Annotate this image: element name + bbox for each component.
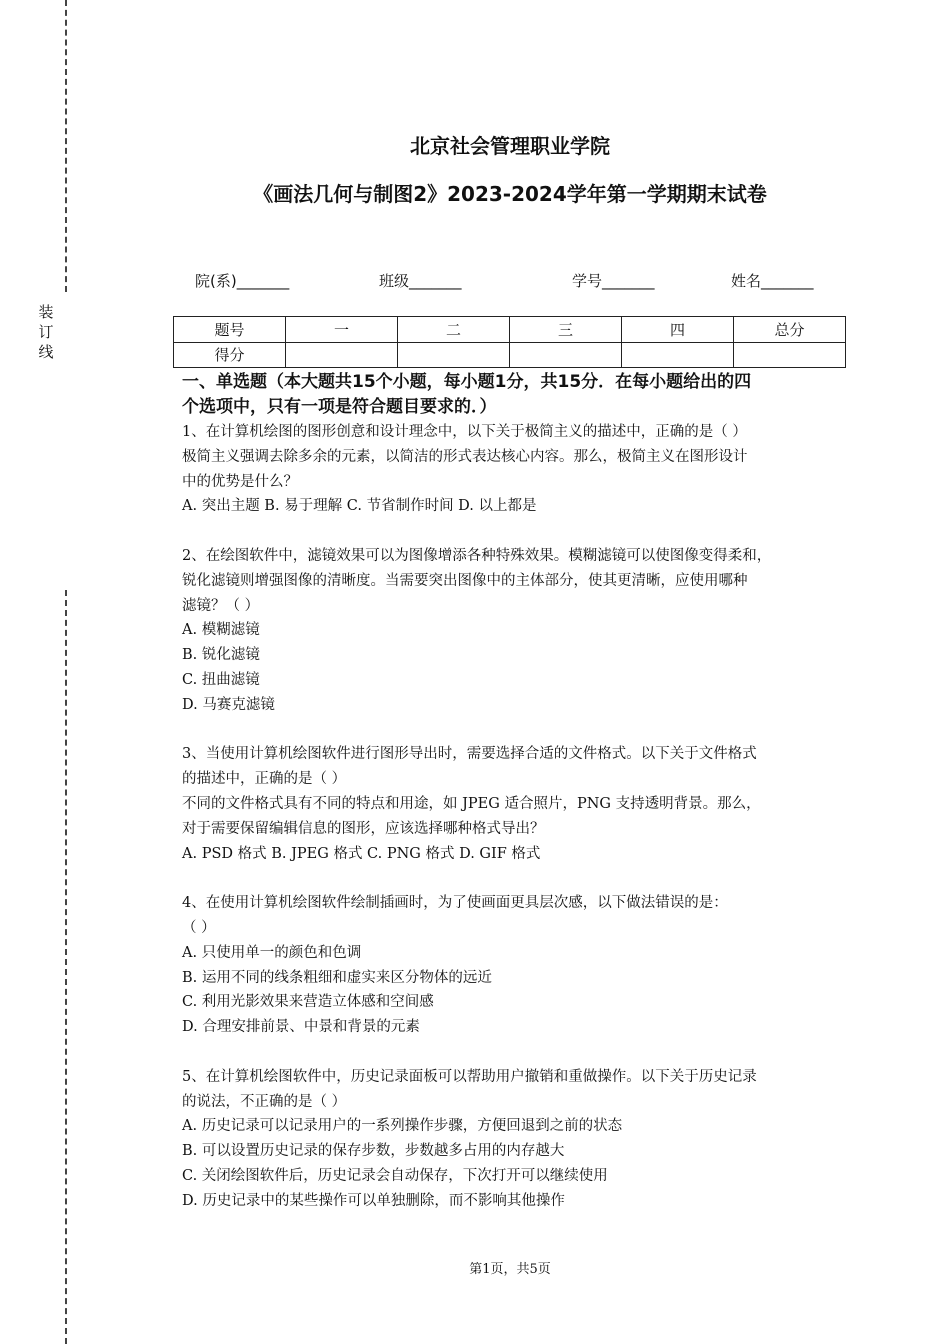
question-2 [182, 544, 847, 718]
page-footer: 第1页，共5页 [469, 1262, 551, 1277]
question-1 [182, 420, 847, 519]
section-heading: 个选项中，只有一项是符合题目要求的．） [182, 397, 497, 417]
question-text: 锐化滤镜则增强图像的清晰度。当需要突出图像中的主体部分，使其更清晰，应使用哪种 [182, 572, 748, 589]
score-table-cell [622, 342, 734, 368]
score-table-cell: 总分 [734, 317, 846, 343]
question-options: A. 突出主题 B. 易于理解 C. 节省制作时间 D. 以上都是 [182, 498, 537, 515]
score-table-cell [510, 342, 622, 368]
binding-dashed-line-bottom [65, 590, 67, 1344]
option-d: D. 马赛克滤镜 [182, 696, 275, 713]
option-b: B. 运用不同的线条粗细和虚实来区分物体的远近 [182, 969, 492, 986]
question-text: 4、在使用计算机绘图软件绘制插画时，为了使画面更具层次感，以下做法错误的是： [182, 895, 728, 912]
student-id-field: 学号_______ [572, 272, 655, 290]
binding-char: 装 [38, 303, 54, 321]
option-d: D. 历史记录中的某些操作可以单独删除，而不影响其他操作 [182, 1192, 565, 1209]
name-field: 姓名_______ [731, 272, 814, 290]
score-table-cell: 得分 [174, 342, 286, 368]
score-table-cell [286, 342, 398, 368]
class-field: 班级_______ [379, 272, 462, 290]
question-text: 的描述中，正确的是（ ） [182, 771, 347, 788]
question-text: 2、在绘图软件中，滤镜效果可以为图像增添各种特殊效果。模糊滤镜可以使图像变得柔和， [182, 547, 772, 564]
exam-content [182, 370, 847, 1238]
option-a: A. 历史记录可以记录用户的一系列操作步骤，方便回退到之前的状态 [182, 1118, 623, 1135]
option-c: C. 扭曲滤镜 [182, 671, 260, 688]
question-options: A. PSD 格式 B. JPEG 格式 C. PNG 格式 D. GIF 格式 [182, 845, 541, 862]
binding-line-label [36, 302, 56, 362]
exam-title: 《画法几何与制图2》2023-2024学年第一学期期末试卷 [253, 182, 767, 206]
score-table-cell: 三 [510, 317, 622, 343]
question-3 [182, 742, 847, 866]
score-table-cell [734, 342, 846, 368]
question-text: 中的优势是什么？ [182, 473, 298, 490]
question-4 [182, 891, 847, 1040]
score-table [173, 316, 846, 368]
score-table-cell [398, 342, 510, 368]
option-a: A. 只使用单一的颜色和色调 [182, 944, 362, 961]
question-text: 不同的文件格式具有不同的特点和用途，如 JPEG 适合照片，PNG 支持透明背景。那么， [182, 795, 761, 812]
question-text: 极简主义强调去除多余的元素，以简洁的形式表达核心内容。那么，极简主义在图形设计 [182, 448, 748, 465]
score-table-score-row [174, 342, 846, 368]
option-c: C. 关闭绘图软件后，历史记录会自动保存，下次打开可以继续使用 [182, 1167, 608, 1184]
department-field: 院(系)_______ [195, 272, 290, 290]
question-text: 3、当使用计算机绘图软件进行图形导出时，需要选择合适的文件格式。以下关于文件格式 [182, 746, 757, 763]
question-text: （ ） [182, 919, 216, 936]
score-table-header-row [174, 317, 846, 343]
binding-char: 订 [38, 323, 54, 341]
option-a: A. 模糊滤镜 [182, 622, 260, 639]
score-table-cell: 四 [622, 317, 734, 343]
question-text: 的说法，不正确的是（ ） [182, 1093, 347, 1110]
score-table-cell: 二 [398, 317, 510, 343]
score-table-cell: 一 [286, 317, 398, 343]
school-name: 北京社会管理职业学院 [410, 134, 610, 158]
score-table-cell: 题号 [174, 317, 286, 343]
binding-char: 线 [38, 343, 54, 361]
question-text: 滤镜？（ ） [182, 597, 260, 614]
question-text: 1、在计算机绘图的图形创意和设计理念中，以下关于极简主义的描述中，正确的是（ ） [182, 424, 747, 440]
option-b: B. 锐化滤镜 [182, 647, 260, 664]
option-d: D. 合理安排前景、中景和背景的元素 [182, 1019, 420, 1036]
option-c: C. 利用光影效果来营造立体感和空间感 [182, 994, 434, 1011]
section-heading: 一、单选题（本大题共15个小题，每小题1分，共15分．在每小题给出的四 [182, 372, 752, 392]
question-text: 对于需要保留编辑信息的图形，应该选择哪种格式导出？ [182, 820, 545, 837]
question-text: 5、在计算机绘图软件中，历史记录面板可以帮助用户撤销和重做操作。以下关于历史记录 [182, 1068, 757, 1085]
question-5 [182, 1065, 847, 1214]
option-b: B. 可以设置历史记录的保存步数，步数越多占用的内存越大 [182, 1143, 565, 1160]
